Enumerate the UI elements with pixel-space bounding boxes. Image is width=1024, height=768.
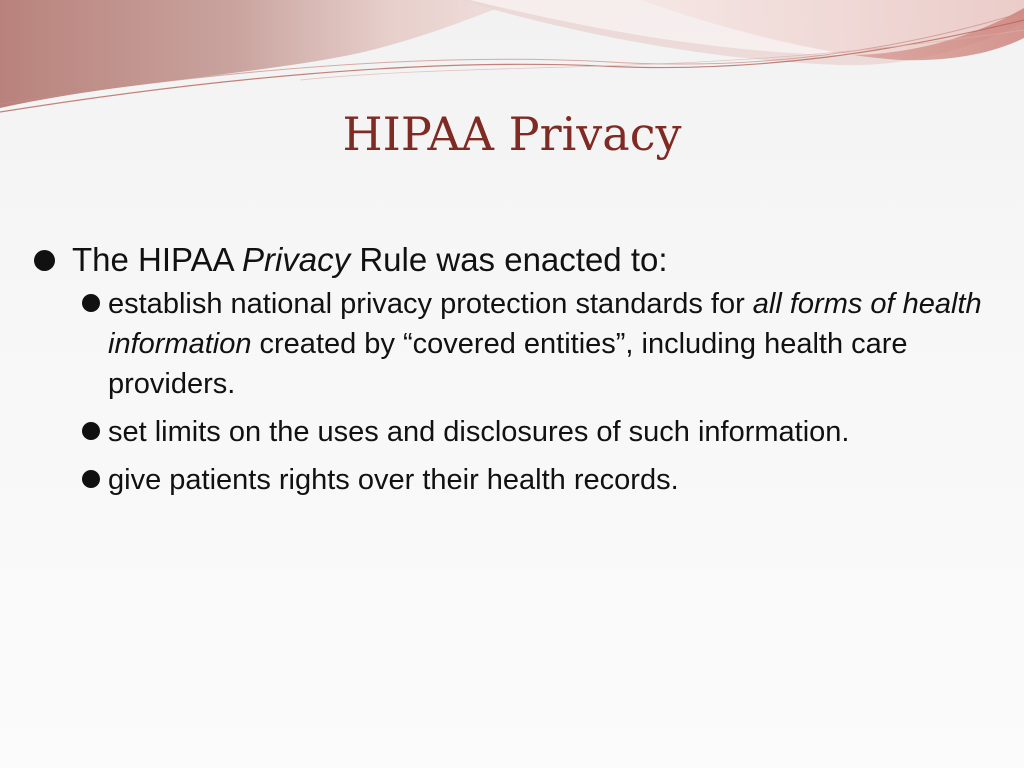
sub-bullet-text: created by “covered entities”, including health care providers. [108, 328, 908, 400]
bullet-dot-icon [82, 294, 100, 312]
sub-bullet-emphasis: all forms of health information [108, 288, 982, 360]
sub-bullet-limits [76, 412, 1000, 452]
bullet-dot-icon [34, 250, 55, 271]
main-bullet [30, 238, 1000, 282]
bullet-dot-icon [82, 470, 100, 488]
main-bullet-emphasis: Privacy [241, 241, 351, 278]
slide-body [30, 238, 1000, 508]
bullet-dot-icon [82, 422, 100, 440]
slide-title: HIPAA Privacy [342, 107, 682, 161]
sub-bullet-text: give patients rights over their health records. [108, 464, 679, 496]
main-bullet-prefix: The HIPAA [72, 241, 242, 278]
sub-bullet-standards [76, 284, 1000, 404]
sub-bullet-rights [76, 460, 1000, 500]
sub-bullet-text: set limits on the uses and disclosures of such information. [108, 416, 850, 448]
main-bullet-suffix: Rule was enacted to: [350, 241, 668, 278]
sub-bullet-list [30, 284, 1000, 500]
sub-bullet-text: establish national privacy protection standards for [108, 288, 753, 320]
